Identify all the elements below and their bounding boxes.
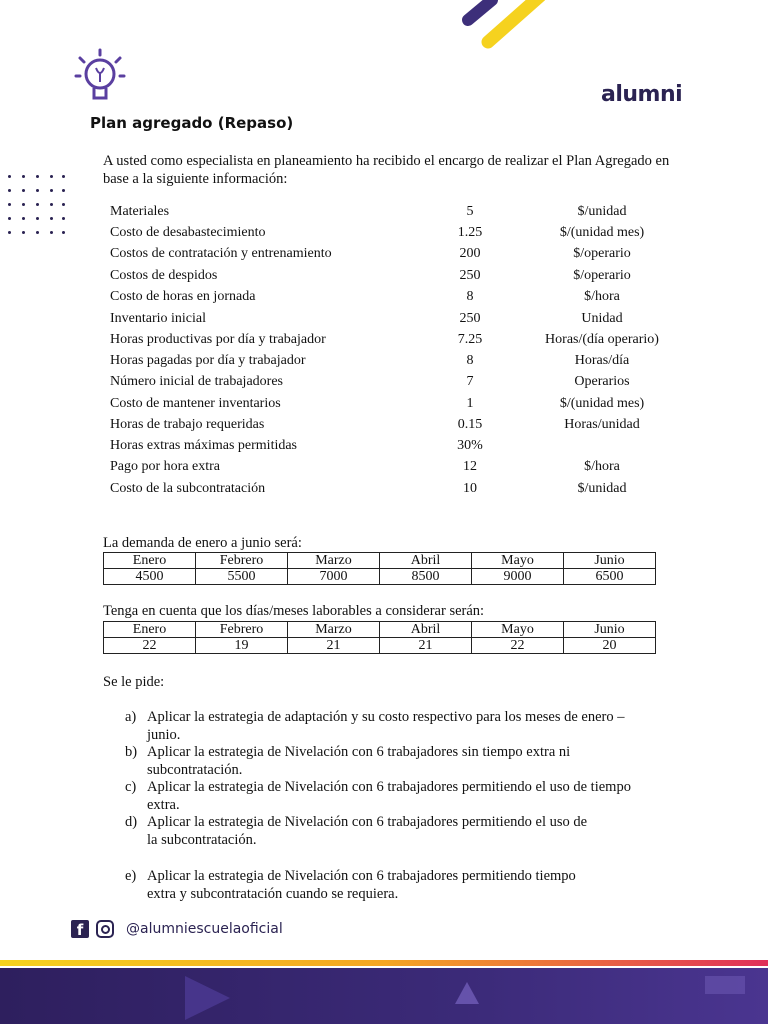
facebook-icon[interactable]: f: [71, 920, 89, 938]
parameter-row: [110, 332, 670, 353]
table-cell: 20: [564, 638, 656, 654]
page-title: Plan agregado (Repaso): [90, 114, 294, 132]
question-letter: d): [125, 814, 138, 830]
table-header-cell: Enero: [104, 553, 196, 569]
question-item: [125, 867, 665, 907]
parameter-value: 10: [463, 481, 477, 496]
question-text: Aplicar la estrategia de adaptación y su costo respectivo para los meses de enero – junio.: [147, 709, 625, 743]
question-item: [125, 708, 665, 743]
table-header-cell: Febrero: [196, 622, 288, 638]
table-header-cell: Marzo: [288, 622, 380, 638]
parameter-row: [110, 311, 670, 332]
parameter-label: Costos de contratación y entrenamiento: [110, 246, 332, 261]
parameter-label: Materiales: [110, 204, 170, 219]
table-header-cell: Febrero: [196, 553, 288, 569]
footer-band: [0, 968, 768, 1024]
table-cell: 6500: [564, 569, 656, 585]
demand-table: [103, 552, 656, 585]
parameter-row: [110, 396, 670, 417]
parameter-unit: Horas/unidad: [564, 417, 640, 432]
table-header-cell: Mayo: [472, 622, 564, 638]
brand-logo: alumni: [601, 82, 683, 107]
parameter-row: [110, 374, 670, 395]
question-letter: b): [125, 744, 138, 760]
parameter-value: 8: [466, 353, 474, 368]
parameter-label: Número inicial de trabajadores: [110, 374, 283, 389]
parameter-value: 8: [466, 289, 474, 304]
parameter-row: [110, 481, 670, 502]
top-stripes-decoration: [440, 0, 570, 60]
parameter-unit: $/hora: [584, 289, 620, 304]
parameter-label: Costo de la subcontratación: [110, 481, 266, 496]
question-item: [125, 778, 665, 813]
table-row: [104, 553, 656, 569]
table-header-cell: Abril: [380, 553, 472, 569]
parameter-label: Horas extras máximas permitidas: [110, 438, 298, 453]
table-row: [104, 622, 656, 638]
parameter-row: [110, 438, 670, 459]
instagram-icon[interactable]: [96, 920, 114, 938]
table-row: [104, 569, 656, 585]
table-cell: 8500: [380, 569, 472, 585]
parameter-value: 30%: [457, 438, 483, 453]
ask-label: Se le pide:: [103, 674, 165, 690]
parameter-unit: $/(unidad mes): [559, 396, 645, 411]
table-cell: 4500: [104, 569, 196, 585]
parameter-unit: $/unidad: [577, 481, 627, 496]
question-item: [125, 813, 665, 853]
question-letter: a): [125, 709, 137, 725]
table-header-cell: Abril: [380, 622, 472, 638]
question-letter: c): [125, 779, 137, 795]
intro-paragraph: A usted como especialista en planeamiento ha recibido el encargo de realizar el Plan Agregado en base a la siguiente información:: [103, 153, 670, 187]
parameter-value: 0.15: [457, 417, 483, 432]
parameter-value: 7.25: [457, 332, 483, 347]
table-header-cell: Marzo: [288, 553, 380, 569]
parameter-value: 1.25: [457, 225, 483, 240]
table-header-cell: Mayo: [472, 553, 564, 569]
question-item: [125, 743, 665, 778]
parameter-value: 250: [459, 268, 481, 283]
parameter-value: 1: [466, 396, 474, 411]
table-cell: 21: [380, 638, 472, 654]
table-header-cell: Junio: [564, 622, 656, 638]
footer-stripe: [0, 960, 768, 966]
table-cell: 7000: [288, 569, 380, 585]
parameter-unit: Operarios: [574, 374, 630, 389]
table-cell: 22: [104, 638, 196, 654]
parameter-label: Horas pagadas por día y trabajador: [110, 353, 306, 368]
parameter-row: [110, 289, 670, 310]
parameter-label: Costo de mantener inventarios: [110, 396, 281, 411]
question-text: Aplicar la estrategia de Nivelación con 6 trabajadores permitiendo el uso de la subcontratación.: [147, 814, 588, 848]
parameter-label: Horas de trabajo requeridas: [110, 417, 265, 432]
demand-caption: La demanda de enero a junio será:: [103, 535, 302, 551]
question-text: Aplicar la estrategia de Nivelación con 6 trabajadores permitiendo el uso de tiempo extra.: [147, 779, 631, 813]
question-text: Aplicar la estrategia de Nivelación con 6 trabajadores permitiendo tiempo extra y subcontratación cuando se requiera.: [147, 868, 576, 902]
question-letter: e): [125, 868, 137, 884]
footer-shapes-decoration: [0, 968, 768, 1024]
parameter-value: 5: [466, 204, 474, 219]
parameter-label: Horas productivas por día y trabajador: [110, 332, 326, 347]
dot-grid-decoration: [0, 0, 80, 240]
parameter-row: [110, 459, 670, 480]
workdays-caption: Tenga en cuenta que los días/meses laborables a considerar serán:: [103, 603, 485, 619]
parameter-unit: $/operario: [573, 268, 631, 283]
parameter-unit: $/(unidad mes): [559, 225, 645, 240]
parameter-row: [110, 353, 670, 374]
parameter-unit: $/hora: [584, 459, 620, 474]
table-cell: 9000: [472, 569, 564, 585]
table-header-cell: Junio: [564, 553, 656, 569]
table-cell: 21: [288, 638, 380, 654]
parameter-unit: $/operario: [573, 246, 631, 261]
parameter-row: [110, 268, 670, 289]
lightbulb-icon: [74, 48, 130, 104]
parameter-label: Costo de horas en jornada: [110, 289, 256, 304]
parameter-unit: Unidad: [581, 311, 623, 326]
parameter-row: [110, 417, 670, 438]
parameter-label: Inventario inicial: [110, 311, 207, 326]
parameter-value: 7: [466, 374, 474, 389]
parameter-value: 12: [463, 459, 477, 474]
table-cell: 5500: [196, 569, 288, 585]
parameter-value: 250: [459, 311, 481, 326]
question-text: Aplicar la estrategia de Nivelación con 6 trabajadores sin tiempo extra ni subcontratación.: [147, 744, 571, 778]
parameter-row: [110, 246, 670, 267]
parameter-row: [110, 204, 670, 225]
table-row: [104, 638, 656, 654]
parameter-unit: Horas/(día operario): [545, 332, 659, 347]
table-cell: 22: [472, 638, 564, 654]
parameter-row: [110, 225, 670, 246]
parameter-label: Pago por hora extra: [110, 459, 221, 474]
social-handle[interactable]: @alumniescuelaoficial: [126, 921, 283, 937]
table-header-cell: Enero: [104, 622, 196, 638]
workdays-table: [103, 621, 656, 654]
parameter-unit: Horas/día: [574, 353, 630, 368]
parameter-label: Costos de despidos: [110, 268, 218, 283]
parameter-label: Costo de desabastecimiento: [110, 225, 266, 240]
table-cell: 19: [196, 638, 288, 654]
parameter-unit: $/unidad: [577, 204, 627, 219]
parameter-value: 200: [459, 246, 481, 261]
